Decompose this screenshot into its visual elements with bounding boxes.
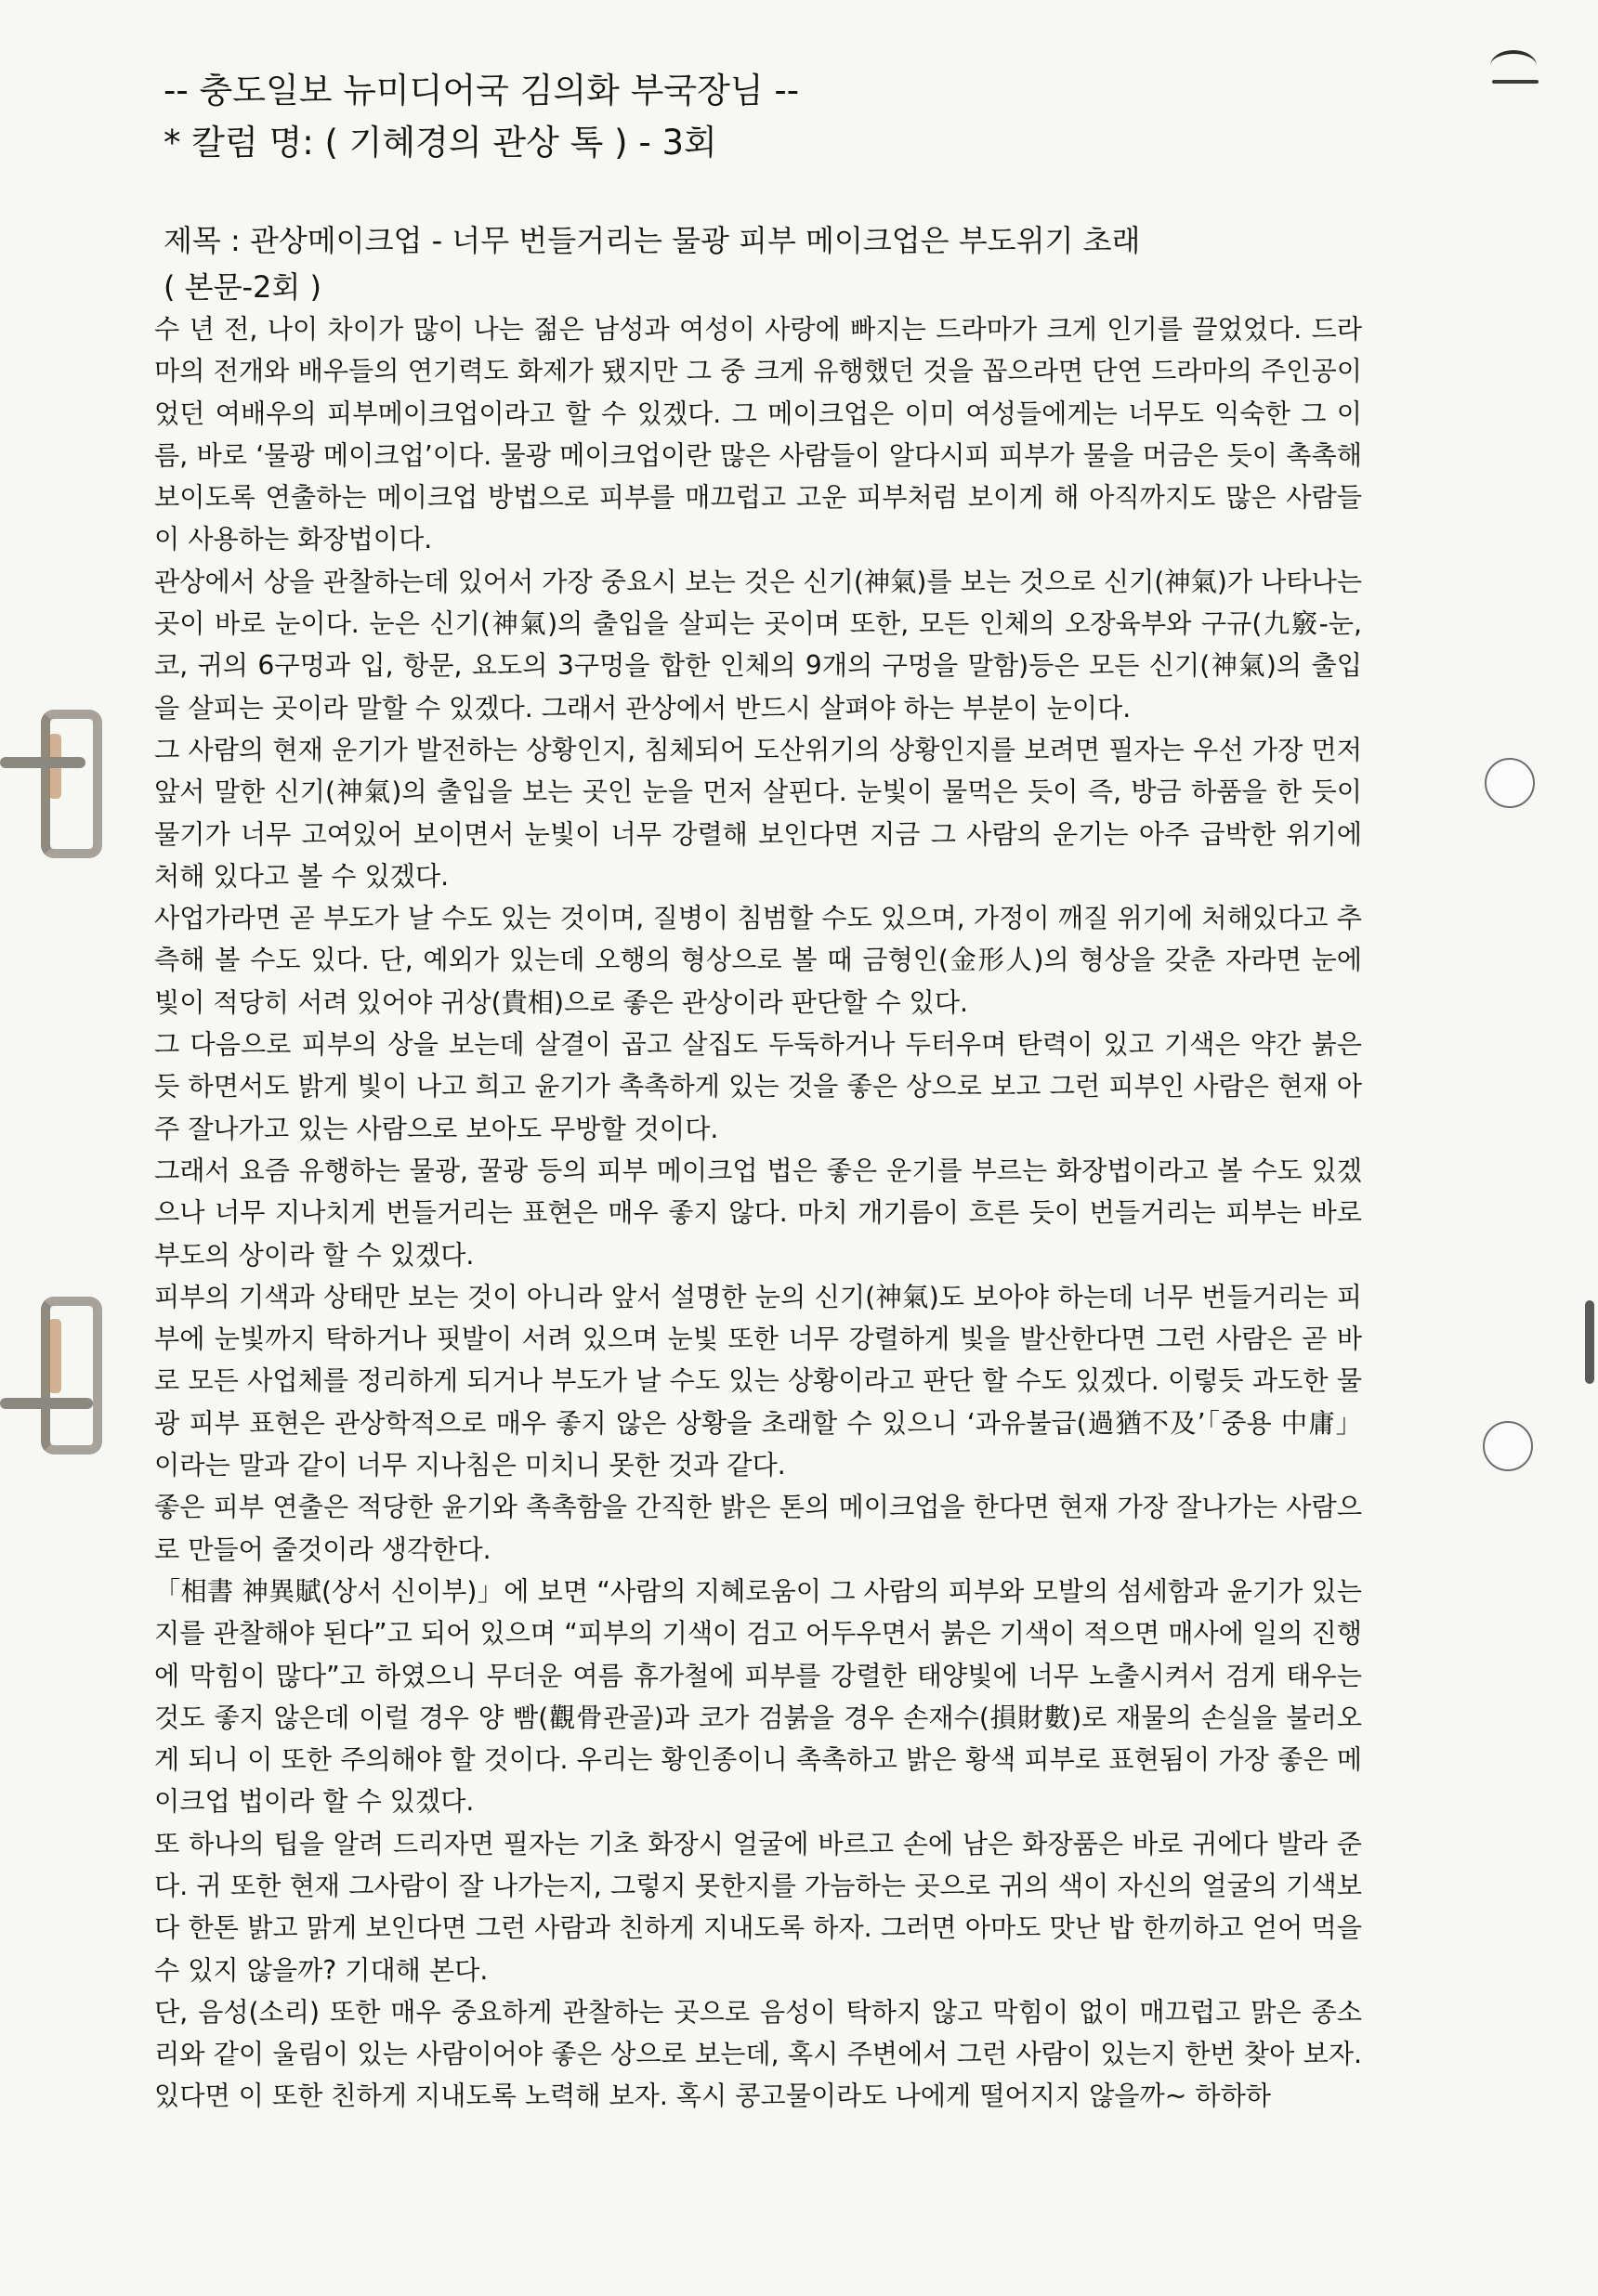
paragraph-3: 그 사람의 현재 운기가 발전하는 상황인지, 침체되어 도산위기의 상황인지를 보려면 필자는 우선 가장 먼저 앞서 말한 신기(神氣)의 출입을 보는 곳인 눈을 먼저 살핀다. 눈빛이 물먹은 듯이 즉, 방금 하품을 한 듯이 물기가 너무 고여있어 보이면서 눈빛이 너무 강렬해 보인다면 지금 그 사람의 운기는 아주 급박한 위기에 처해 있다고 볼 수 있겠다. bbox=[154, 734, 1362, 892]
article-title bbox=[164, 217, 1399, 310]
paragraph-1: 수 년 전, 나이 차이가 많이 나는 젊은 남성과 여성이 사랑에 빠지는 드라마가 크게 인기를 끌었었다. 드라마의 전개와 배우들의 연기력도 화제가 됐지만 그 중 크게 유행했던 것을 꼽으라면 단연 드라마의 주인공이었던 여배우의 피부메이크업이라고 할 수 있겠다. 그 메이크업은 이미 여성들에게는 너무도 익숙한 그 이름, 바로 ‘물광 메이크업’이다. 물광 메이크업이란 많은 사람들이 알다시피 피부가 물을 머금은 듯이 촉촉해보이도록 연출하는 메이크업 방법으로 피부를 매끄럽고 고운 피부처럼 보이게 해 아직까지도 많은 사람들이 사용하는 화장법이다. bbox=[154, 314, 1362, 555]
binder-ring-stem-top bbox=[0, 757, 85, 768]
paragraph-8: 좋은 피부 연출은 적당한 윤기와 촉촉함을 간직한 밝은 톤의 메이크업을 한다면 현재 가장 잘나가는 사람으로 만들어 줄것이라 생각한다. bbox=[154, 1492, 1362, 1565]
header-column-name-line: * 칼럼 명: ( 기혜경의 관상 톡 ) - 3회 bbox=[164, 123, 717, 163]
header-recipient-line: -- 충도일보 뉴미디어국 김의화 부국장님 -- bbox=[164, 71, 800, 111]
article-body bbox=[154, 308, 1362, 2118]
binder-ring-stem-bottom bbox=[0, 1398, 93, 1409]
punch-hole-top-right bbox=[1490, 50, 1537, 82]
punch-hole-edge-top-right bbox=[1492, 80, 1539, 84]
paragraph-6: 그래서 요즘 유행하는 물광, 꿀광 등의 피부 메이크업 법은 좋은 운기를 부르는 화장법이라고 볼 수도 있겠으나 너무 지나치게 번들거리는 표현은 매우 좋지 않다. 마치 개기름이 흐른 듯이 번들거리는 피부는 바로 부도의 상이라 할 수 있겠다. bbox=[154, 1155, 1362, 1271]
paragraph-4: 사업가라면 곧 부도가 날 수도 있는 것이며, 질병이 침범할 수도 있으며, 가정이 깨질 위기에 처해있다고 추측해 볼 수도 있다. 단, 예외가 있는데 오행의 형상으로 볼 때 금형인(金形人)의 형상을 갖춘 자라면 눈에 빛이 적당히 서려 있어야 귀상(貴相)으로 좋은 관상이라 판단할 수 있다. bbox=[154, 903, 1362, 1018]
paragraph-9: 「相書 神異賦(상서 신이부)」에 보면 “사람의 지혜로움이 그 사람의 피부와 모발의 섬세함과 윤기가 있는지를 관찰해야 된다”고 되어 있으며 “피부의 기색이 검고 어두우면서 붉은 기색이 적으면 매사에 일의 진행에 막힘이 많다”고 하였으니 무더운 여름 휴가철에 피부를 강렬한 태양빛에 너무 노출시켜서 검게 태우는 것도 좋지 않은데 이럴 경우 양 빰(觀骨관골)과 코가 검붉을 경우 손재수(損財數)로 재물의 손실을 불러오게 되니 이 또한 주의해야 할 것이다. 우리는 황인종이니 촉촉하고 밝은 황색 피부로 표현됨이 가장 좋은 메이크업 법이라 할 수 있겠다. bbox=[154, 1575, 1362, 1818]
paragraph-7: 피부의 기색과 상태만 보는 것이 아니라 앞서 설명한 눈의 신기(神氣)도 보아야 하는데 너무 번들거리는 피부에 눈빛까지 탁하거나 핏발이 서려 있으며 눈빛 또한 너무 강렬하게 빛을 발산한다면 그런 사람은 곧 바로 모든 사업체를 정리하게 되거나 부도가 날 수도 있는 상황이라고 판단 할 수도 있겠다. 이렇듯 과도한 물광 피부 표현은 관상학적으로 매우 좋지 않은 상황을 초래할 수 있으니 ‘과유불급(過猶不及’「중용 中庸」이라는 말과 같이 너무 지나침은 미치니 못한 것과 같다. bbox=[154, 1281, 1362, 1481]
paragraph-5: 그 다음으로 피부의 상을 보는데 살결이 곱고 살집도 두둑하거나 두터우며 탄력이 있고 기색은 약간 붉은 듯 하면서도 밝게 빛이 나고 희고 윤기가 촉촉하게 있는 것을 좋은 상으로 보고 그런 피부인 사람은 현재 아주 잘나가고 있는 사람으로 보아도 무방할 것이다. bbox=[154, 1029, 1362, 1144]
rust-stain-bottom bbox=[48, 1319, 61, 1393]
punch-hole-middle-right bbox=[1485, 758, 1535, 808]
paragraph-11: 단, 음성(소리) 또한 매우 중요하게 관찰하는 곳으로 음성이 탁하지 않고 막힘이 없이 매끄럽고 맑은 종소리와 같이 울림이 있는 사람이어야 좋은 상으로 보는데, 혹시 주변에서 그런 사람이 있는지 한번 찾아 보자. 있다면 이 또한 친하게 지내도록 노력해 보자. 혹시 콩고물이라도 나에게 떨어지지 않을까~ 하하하 bbox=[154, 1996, 1362, 2112]
article-title-text: 제목 : 관상메이크업 - 너무 번들거리는 물광 피부 메이크업은 부도위기 초래 bbox=[164, 223, 1141, 258]
paragraph-2: 관상에서 상을 관찰하는데 있어서 가장 중요시 보는 것은 신기(神氣)를 보는 것으로 신기(神氣)가 나타나는 곳이 바로 눈이다. 눈은 신기(神氣)의 출입을 살피는 곳이며 또한, 모든 인체의 오장육부와 구규(九竅-눈, 코, 귀의 6구멍과 입, 항문, 요도의 3구멍을 합한 인체의 9개의 구멍을 말함)등은 모든 신기(神氣)의 출입을 살피는 곳이라 말할 수 있겠다. 그래서 관상에서 반드시 살펴야 하는 부분이 눈이다. bbox=[154, 566, 1362, 724]
paragraph-10: 또 하나의 팁을 알려 드리자면 필자는 기초 화장시 얼굴에 바르고 손에 남은 화장품은 바로 귀에다 발라 준다. 귀 또한 현재 그사람이 잘 나가는지, 그렇지 못한지를 가늠하는 곳으로 귀의 색이 자신의 얼굴의 기색보다 한톤 밝고 맑게 보인다면 그런 사람과 친하게 지내도록 하자. 그러면 아마도 맛난 밥 한끼하고 얻어 먹을 수 있지 않을까? 기대해 본다. bbox=[154, 1828, 1362, 1986]
article-section-label: ( 본문-2회 ) bbox=[164, 269, 321, 305]
document-header bbox=[164, 65, 799, 169]
punch-hole-lower-right bbox=[1483, 1421, 1533, 1471]
edge-shadow-right bbox=[1585, 1300, 1594, 1384]
